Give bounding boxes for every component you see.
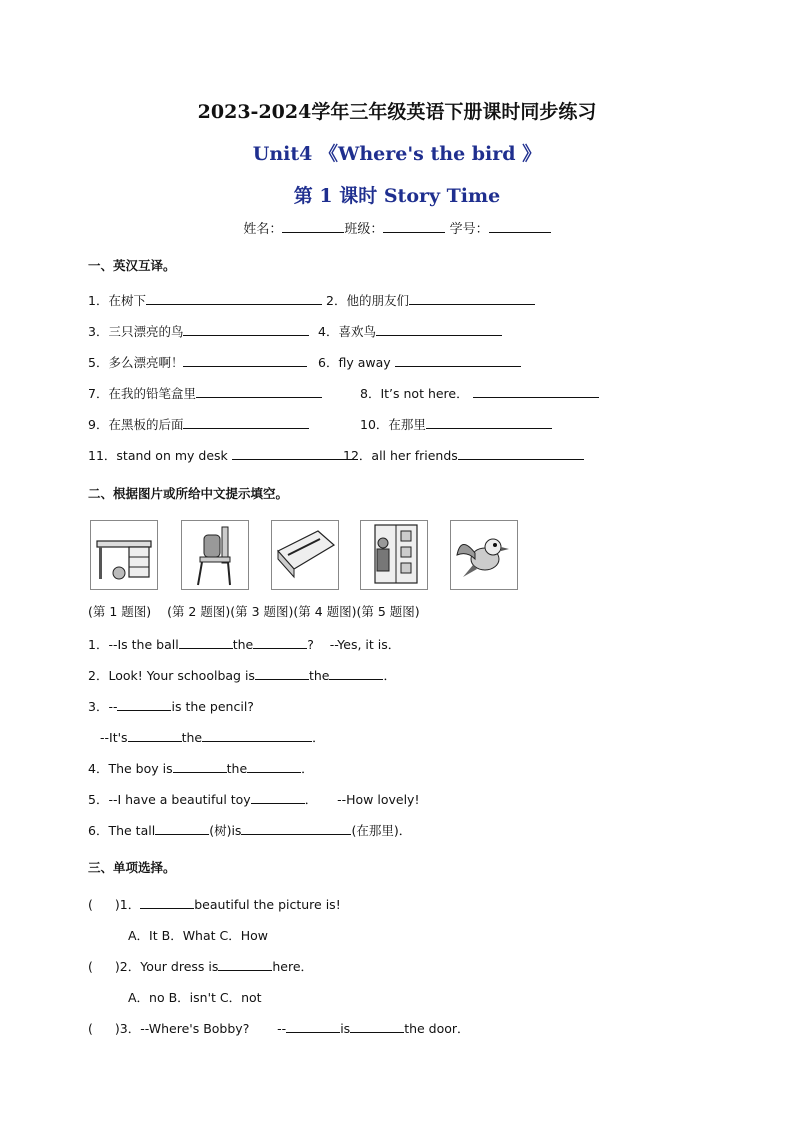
s1-item-6: 6．fly away bbox=[318, 353, 521, 371]
student-info bbox=[0, 218, 794, 237]
s3-question-1: ( )1． beautiful the picture is! bbox=[88, 897, 341, 912]
name-label: 姓名： bbox=[243, 222, 283, 237]
answer-blank[interactable] bbox=[183, 323, 309, 336]
unit-title: Unit4 《Where's the bird 》 bbox=[252, 143, 542, 165]
answer-blank[interactable] bbox=[241, 822, 351, 835]
s2-question-5: 5．--I have a beautiful toy ． --How lovely! bbox=[88, 792, 420, 807]
answer-blank[interactable] bbox=[128, 729, 182, 742]
answer-blank[interactable] bbox=[232, 447, 358, 460]
answer-blank[interactable] bbox=[247, 760, 301, 773]
s1-item-1: 1．在树下 bbox=[88, 291, 322, 309]
caption-5: (第 5 题图) bbox=[356, 604, 420, 619]
section3-heading: 三、单项选择。 bbox=[88, 860, 176, 875]
answer-blank[interactable] bbox=[255, 667, 309, 680]
lesson-title: 第 1 课时 Story Time bbox=[293, 185, 501, 207]
s3-question-2: ( )2．Your dress is here． bbox=[88, 959, 314, 974]
page-title: 2023-2024学年三年级英语下册课时同步练习 bbox=[197, 101, 597, 123]
s1-item-11: 11．stand on my desk bbox=[88, 446, 358, 464]
answer-blank[interactable] bbox=[395, 354, 521, 367]
answer-blank[interactable] bbox=[117, 698, 171, 711]
picture-cabinet-with-boy bbox=[360, 520, 428, 590]
answer-blank[interactable] bbox=[286, 1020, 340, 1033]
answer-blank[interactable] bbox=[376, 323, 502, 336]
answer-blank[interactable] bbox=[183, 416, 309, 429]
picture-schoolbag-on-chair bbox=[181, 520, 249, 590]
s2-question-3: 3．-- is the pencil? bbox=[88, 699, 254, 714]
picture-desk-with-ball bbox=[90, 520, 158, 590]
picture-captions bbox=[88, 602, 420, 620]
s3-question-1-options[interactable]: A．It B．What C．How bbox=[128, 928, 269, 943]
s2-question-2: 2．Look! Your schoolbag is the ． bbox=[88, 668, 396, 683]
id-label: 学号： bbox=[449, 222, 489, 237]
s3-question-3: ( )3．--Where's Bobby? -- is the door． bbox=[88, 1021, 470, 1036]
s1-item-8: 8．It’s not here． bbox=[360, 384, 599, 402]
caption-1: (第 1 题图) bbox=[88, 604, 152, 619]
answer-blank[interactable] bbox=[473, 385, 599, 398]
answer-blank[interactable] bbox=[155, 822, 209, 835]
answer-blank[interactable] bbox=[218, 958, 272, 971]
s1-item-7: 7．在我的铅笔盒里 bbox=[88, 384, 322, 402]
answer-blank[interactable] bbox=[179, 636, 233, 649]
answer-blank[interactable] bbox=[329, 667, 383, 680]
answer-blank[interactable] bbox=[409, 292, 535, 305]
answer-blank[interactable] bbox=[196, 385, 322, 398]
s2-question-3-answer: --It's the ． bbox=[100, 730, 325, 745]
answer-blank[interactable] bbox=[140, 896, 194, 909]
s2-question-6: 6．The tall (树)is (在那里)． bbox=[88, 823, 412, 838]
s2-question-4: 4．The boy is the ． bbox=[88, 761, 314, 776]
s3-question-2-options[interactable]: A．no B．isn't C．not bbox=[128, 990, 262, 1005]
s2-question-1: 1．--Is the ball the ? --Yes, it is． bbox=[88, 637, 401, 652]
answer-blank[interactable] bbox=[173, 760, 227, 773]
s1-item-9: 9．在黑板的后面 bbox=[88, 415, 309, 433]
picture-pencil-box bbox=[271, 520, 339, 590]
s1-item-10: 10．在那里 bbox=[360, 415, 552, 433]
class-label: 班级： bbox=[344, 222, 384, 237]
answer-blank[interactable] bbox=[426, 416, 552, 429]
name-field[interactable] bbox=[282, 220, 344, 233]
class-field[interactable] bbox=[383, 220, 445, 233]
caption-3: (第 3 题图) bbox=[230, 604, 294, 619]
answer-blank[interactable] bbox=[146, 292, 322, 305]
answer-blank[interactable] bbox=[350, 1020, 404, 1033]
answer-blank[interactable] bbox=[458, 447, 584, 460]
s1-item-12: 12．all her friends bbox=[343, 446, 584, 464]
answer-blank[interactable] bbox=[183, 354, 307, 367]
s1-item-2: 2．他的朋友们 bbox=[326, 291, 535, 309]
caption-4: (第 4 题图) bbox=[293, 604, 357, 619]
answer-blank[interactable] bbox=[253, 636, 307, 649]
answer-blank[interactable] bbox=[202, 729, 312, 742]
section2-heading: 二、根据图片或所给中文提示填空。 bbox=[88, 486, 289, 501]
s1-item-4: 4．喜欢鸟 bbox=[318, 322, 502, 340]
answer-blank[interactable] bbox=[251, 791, 305, 804]
s1-item-3: 3．三只漂亮的鸟 bbox=[88, 322, 309, 340]
picture-bird bbox=[450, 520, 518, 590]
s1-item-5: 5．多么漂亮啊！ bbox=[88, 353, 307, 371]
id-field[interactable] bbox=[489, 220, 551, 233]
section1-heading: 一、英汉互译。 bbox=[88, 258, 176, 273]
caption-2: (第 2 题图) bbox=[167, 604, 231, 619]
